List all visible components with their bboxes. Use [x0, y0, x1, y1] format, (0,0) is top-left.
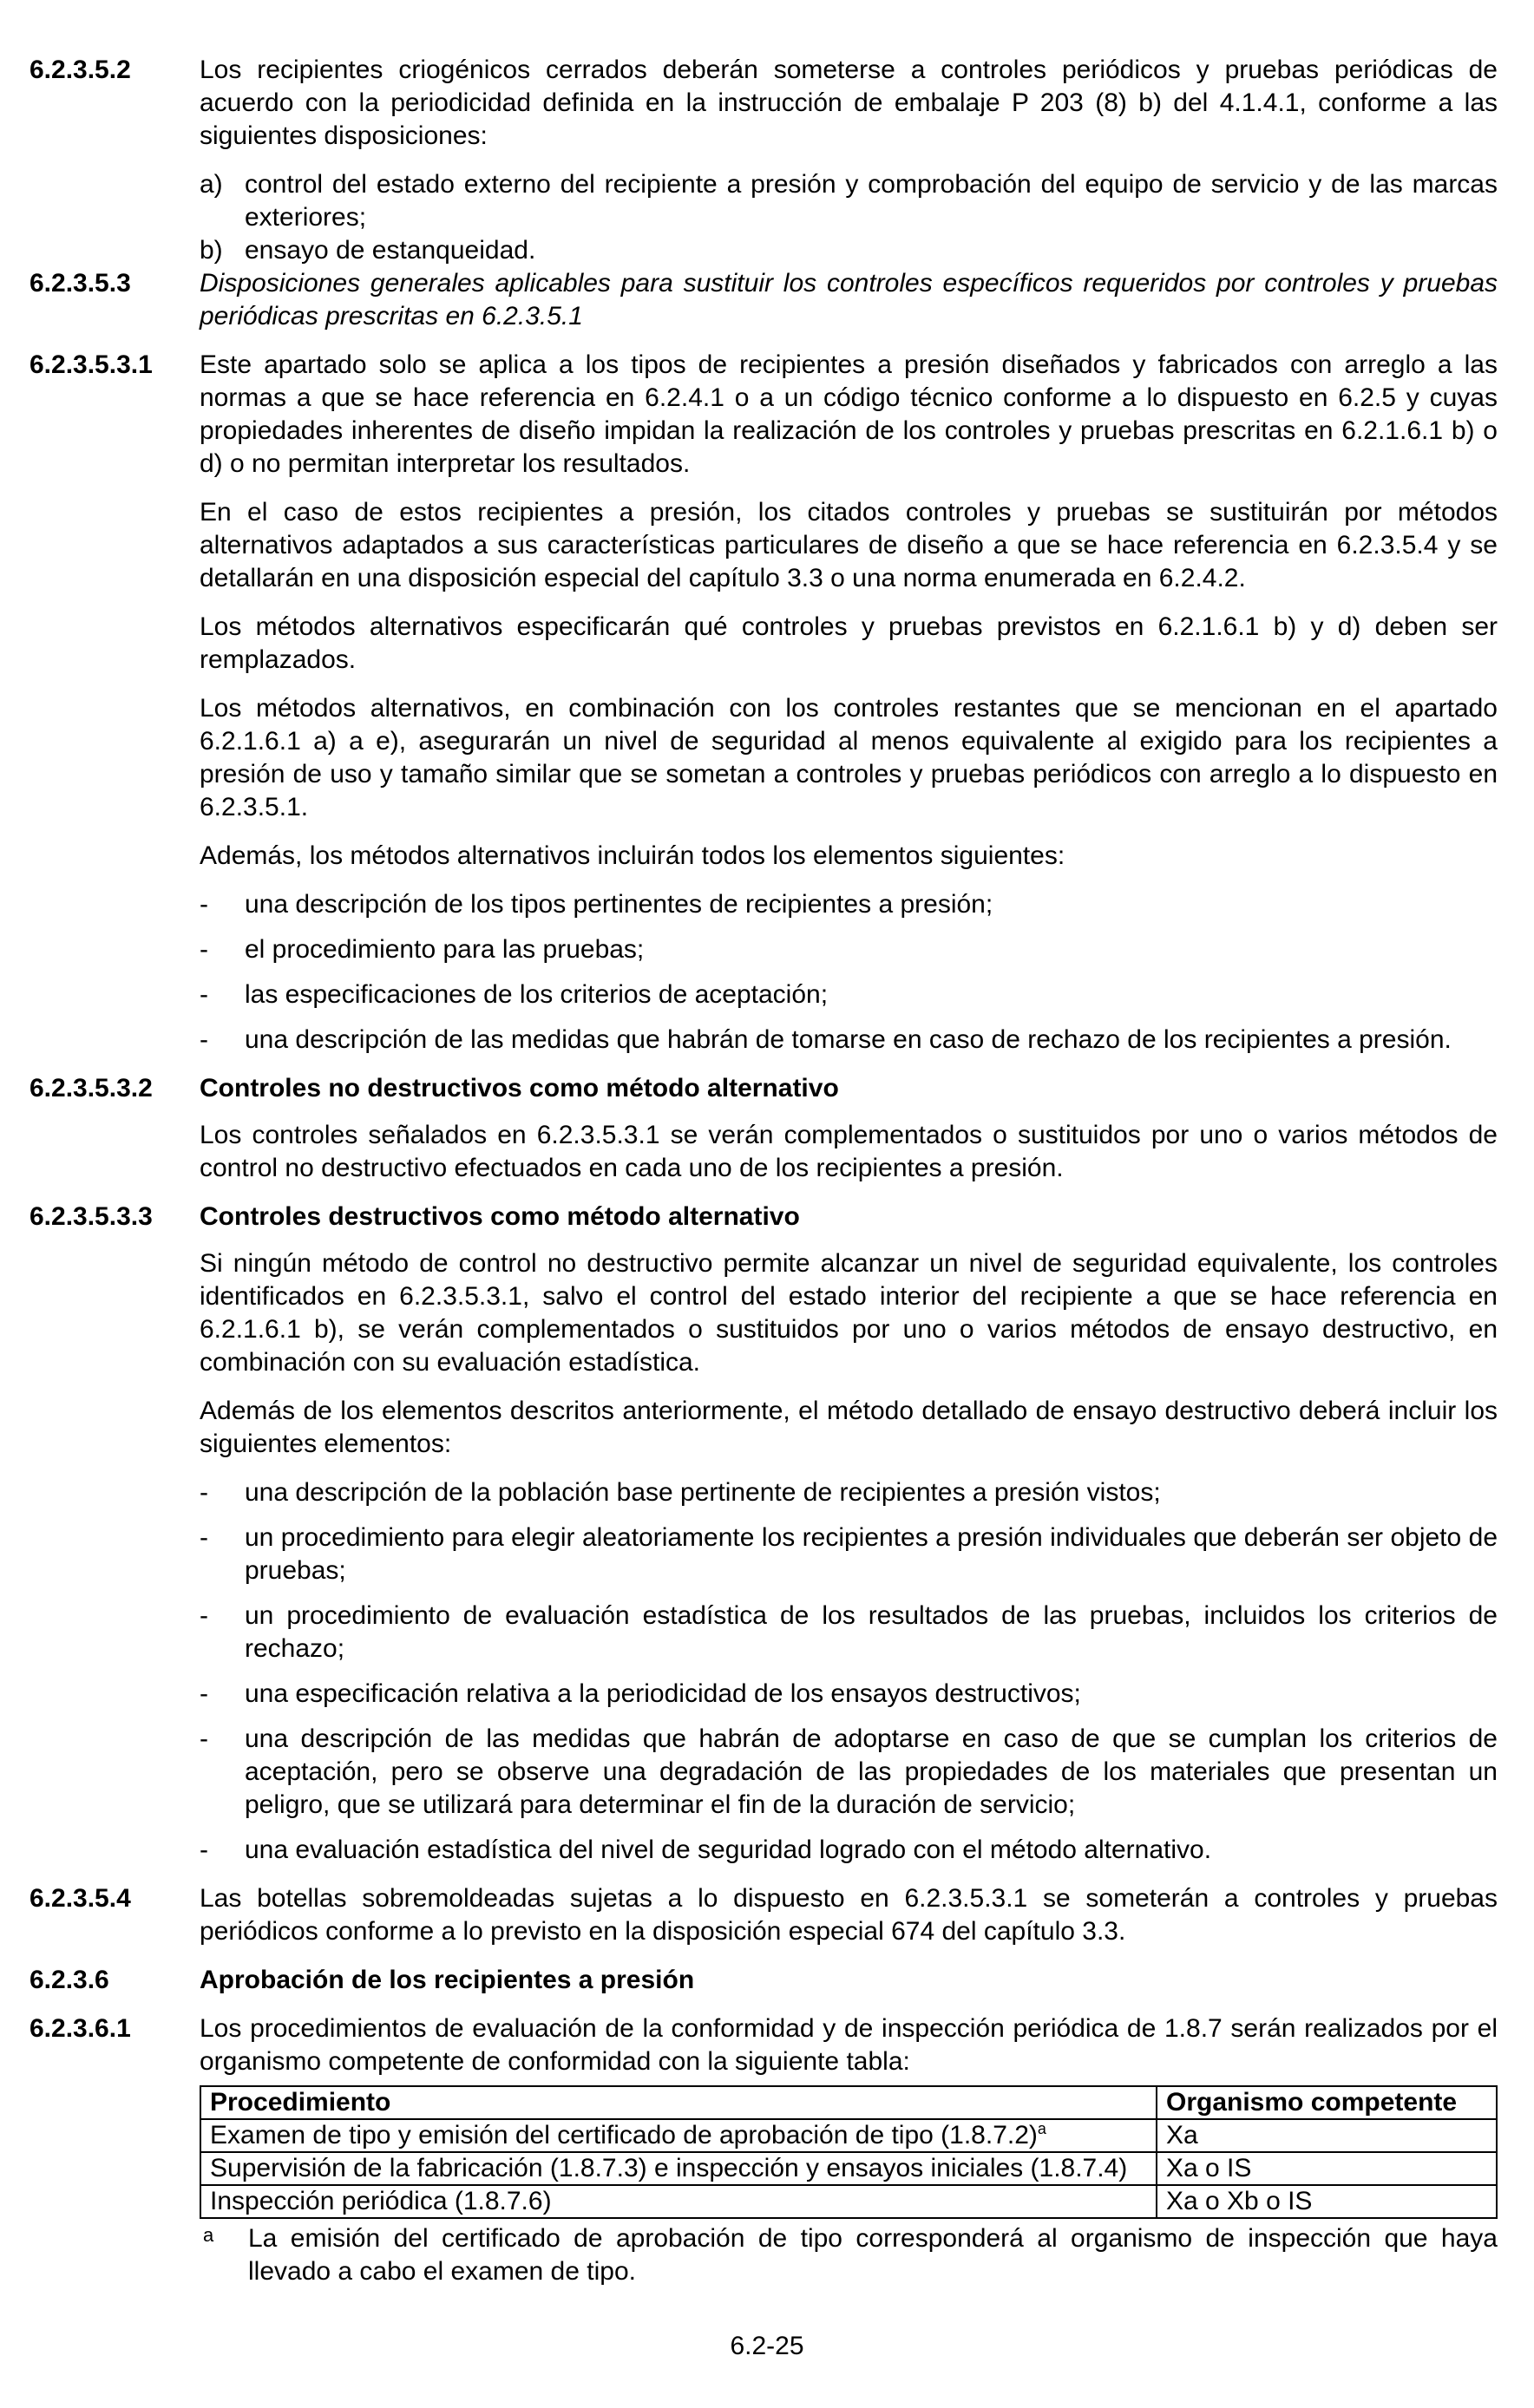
paragraph: Las botellas sobremoldeadas sujetas a lo dispuesto en 6.2.3.5.3.1 se someterán a controles y pruebas periódicos conforme a lo previsto en la disposición especial 674 del capítulo 3.3. [200, 1884, 1498, 1946]
list-item-text: control del estado externo del recipiente a presión y comprobación del equipo de servicio y de las marcas exteriores; [245, 170, 1498, 232]
list-marker: - [200, 1025, 208, 1054]
list-item [200, 1600, 1498, 1665]
list-item [200, 933, 1498, 966]
cell-text: Examen de tipo y emisión del certificado de aprobación de tipo (1.8.7.2) [210, 2121, 1038, 2150]
table-cell [200, 2119, 1157, 2152]
section-heading: Controles no destructivos como método alternativo [200, 1074, 839, 1103]
footnote-ref: a [1037, 2120, 1046, 2137]
table-row [200, 2119, 1497, 2152]
list-marker: - [200, 1523, 208, 1552]
section-number: 6.2.3.5.3.3 [30, 1202, 153, 1231]
footnote-text: La emisión del certificado de aprobación de tipo corresponderá al organismo de inspección que haya llevado a cabo el examen de tipo. [248, 2224, 1498, 2286]
paragraph: Si ningún método de control no destructivo permite alcanzar un nivel de seguridad equivalente, los controles identificados en 6.2.3.5.3.1, salvo el control del estado interior del recipiente a que se hace referencia en 6.2.1.6.1 b), se verán complementados o sustituidos por uno o varios métodos de ensayo destructivo, en combinación con su evaluación estadística. [200, 1249, 1498, 1377]
section-6-2-3-5-3 [30, 267, 1504, 333]
section-6-2-3-5-2 [30, 54, 1504, 267]
list-marker: - [200, 1724, 208, 1753]
paragraph: Este apartado solo se aplica a los tipos de recipientes a presión diseñados y fabricados con arreglo a las normas a que se hace referencia en 6.2.4.1 o a un código técnico conforme a lo dispuesto en 6.2.5 y cuyas propiedades inherentes de diseño impidan la realización de los controles y pruebas prescritas en 6.2.1.6.1 b) o d) o no permitan interpretar los resultados. [200, 350, 1498, 478]
section-number: 6.2.3.6.1 [30, 2014, 131, 2043]
section-number: 6.2.3.5.3.1 [30, 350, 153, 379]
list-item-text: ensayo de estanqueidad. [245, 236, 536, 265]
paragraph: En el caso de estos recipientes a presión, los citados controles y pruebas se sustituirán por métodos alternativos adaptados a sus características particulares de diseño a que se hace referencia en 6.2.3.5.4 y se detallarán en una disposición especial del capítulo 3.3 o una norma enumerada en 6.2.4.2. [200, 498, 1498, 592]
list-item [200, 888, 1498, 921]
section-number: 6.2.3.5.3.2 [30, 1074, 153, 1103]
paragraph: Además, los métodos alternativos incluirán todos los elementos siguientes: [200, 841, 1065, 870]
list-item [200, 168, 1498, 234]
table-header: Organismo competente [1157, 2086, 1497, 2119]
list-item-text: una evaluación estadística del nivel de seguridad logrado con el método alternativo. [245, 1835, 1212, 1864]
paragraph: Los métodos alternativos especificarán qué controles y pruebas previstos en 6.2.1.6.1 b) y d) deben ser remplazados. [200, 612, 1498, 674]
list-item-text: una descripción de las medidas que habrán de tomarse en caso de rechazo de los recipientes a presión. [245, 1025, 1452, 1054]
list-item [200, 1678, 1498, 1711]
section-6-2-3-5-3-1 [30, 349, 1504, 1072]
section-6-2-3-5-3-2 [30, 1072, 1504, 1201]
footnote-marker: a [203, 2224, 214, 2246]
table-header-row [200, 2086, 1497, 2119]
table-row [200, 2185, 1497, 2218]
section-6-2-3-6-1 [30, 2012, 1504, 2288]
paragraph: Los métodos alternativos, en combinación con los controles restantes que se mencionan en el apartado 6.2.1.6.1 a) a e), asegurarán un nivel de seguridad al menos equivalente al exigido para los recipientes a presión de uso y tamaño similar que se sometan a controles y pruebas periódicos con arreglo a lo dispuesto en 6.2.3.5.1. [200, 694, 1498, 821]
list-marker: - [200, 1835, 208, 1864]
table-cell: Supervisión de la fabricación (1.8.7.3) e inspección y ensayos iniciales (1.8.7.4) [200, 2152, 1157, 2185]
section-heading: Aprobación de los recipientes a presión [200, 1966, 695, 1994]
list-marker: - [200, 890, 208, 919]
list-marker: - [200, 1601, 208, 1630]
paragraph: Los controles señalados en 6.2.3.5.3.1 se verán complementados o sustituidos por uno o varios métodos de control no destructivo efectuados en cada uno de los recipientes a presión. [200, 1121, 1498, 1182]
list-item-text: el procedimiento para las pruebas; [245, 935, 645, 964]
list-item [200, 234, 1498, 267]
paragraph: Los recipientes criogénicos cerrados deberán someterse a controles periódicos y pruebas periódicas de acuerdo con la periodicidad definida en la instrucción de embalaje P 203 (8) b) del 4.1.4.1, conforme a las siguientes disposiciones: [200, 56, 1498, 150]
procedures-table [200, 2085, 1498, 2219]
list-item-text: una especificación relativa a la periodicidad de los ensayos destructivos; [245, 1679, 1081, 1708]
list-marker: - [200, 1679, 208, 1708]
list-marker: a) [200, 170, 223, 199]
section-heading: Controles destructivos como método alternativo [200, 1202, 800, 1231]
list-marker: - [200, 980, 208, 1009]
list-marker: - [200, 935, 208, 964]
section-number: 6.2.3.5.4 [30, 1884, 131, 1913]
list-marker: b) [200, 236, 223, 265]
list-item [200, 1521, 1498, 1587]
document-page [30, 54, 1504, 2288]
bullet-list [200, 1476, 1498, 1867]
section-6-2-3-5-4 [30, 1882, 1504, 1948]
table-row [200, 2152, 1497, 2185]
section-number: 6.2.3.6 [30, 1966, 109, 1994]
section-6-2-3-5-3-3 [30, 1201, 1504, 1882]
table-cell: Xa o IS [1157, 2152, 1497, 2185]
table-cell: Inspección periódica (1.8.7.6) [200, 2185, 1157, 2218]
list-item [200, 1723, 1498, 1822]
table-cell: Xa [1157, 2119, 1497, 2152]
list-item [200, 1024, 1498, 1057]
list-marker: - [200, 1478, 208, 1507]
section-number: 6.2.3.5.2 [30, 56, 131, 84]
paragraph: Además de los elementos descritos anteriormente, el método detallado de ensayo destructivo deberá incluir los siguientes elementos: [200, 1397, 1498, 1458]
section-6-2-3-6 [30, 1964, 1504, 1997]
paragraph: Los procedimientos de evaluación de la conformidad y de inspección periódica de 1.8.7 serán realizados por el organismo competente de conformidad con la siguiente tabla: [200, 2014, 1498, 2076]
list-item-text: una descripción de la población base pertinente de recipientes a presión vistos; [245, 1478, 1161, 1507]
list-item-text: una descripción de las medidas que habrán de adoptarse en caso de que se cumplan los criterios de aceptación, pero se observe una degradación de las propiedades de los materiales que presentan un peligro, que se utilizará para determinar el fin de la duración de servicio; [245, 1724, 1498, 1819]
list-item [200, 1834, 1498, 1867]
section-heading: Disposiciones generales aplicables para sustituir los controles específicos requeridos por controles y pruebas periódicas prescritas en 6.2.3.5.1 [200, 269, 1498, 330]
list-item-text: un procedimiento para elegir aleatoriamente los recipientes a presión individuales que deberán ser objeto de pruebas; [245, 1523, 1498, 1585]
section-number: 6.2.3.5.3 [30, 269, 131, 298]
list-item [200, 978, 1498, 1011]
list-item-text: un procedimiento de evaluación estadística de los resultados de las pruebas, incluidos los criterios de rechazo; [245, 1601, 1498, 1663]
list-item-text: las especificaciones de los criterios de aceptación; [245, 980, 829, 1009]
page-number: 6.2-25 [730, 2332, 804, 2360]
bullet-list [200, 888, 1498, 1057]
table-header: Procedimiento [200, 2086, 1157, 2119]
table-footnote [200, 2222, 1498, 2288]
table-cell: Xa o Xb o IS [1157, 2185, 1497, 2218]
list-item [200, 1476, 1498, 1509]
list-item-text: una descripción de los tipos pertinentes de recipientes a presión; [245, 890, 993, 919]
